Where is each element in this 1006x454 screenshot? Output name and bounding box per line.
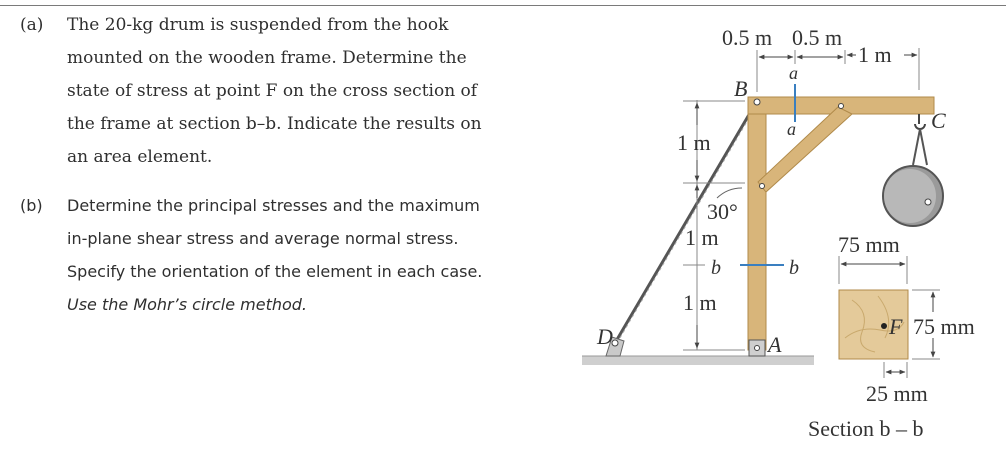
section-a-bottom-label: a [787, 119, 796, 139]
pin-a [755, 346, 760, 351]
dim-top-3-text: 1 m [858, 42, 892, 67]
section-height-text: 75 mm [913, 314, 975, 339]
hook [915, 114, 925, 129]
dim-left-1-text: 1 m [677, 130, 711, 155]
part-b-line-3: Specify the orientation of the element in each case. [67, 262, 483, 281]
angle-text: 30° [707, 199, 738, 224]
part-b-label: (b) [20, 196, 43, 215]
part-a-line-4: the frame at section b–b. Indicate the results on [67, 114, 482, 134]
part-a-line-3: state of stress at point F on the cross section of [67, 81, 478, 101]
part-a-line-5: an area element. [67, 147, 213, 167]
brace [758, 107, 852, 192]
drum-strap-2 [920, 129, 927, 165]
section-a-top-label: a [789, 63, 798, 83]
section-offset-text: 25 mm [866, 381, 928, 406]
label-c: C [931, 108, 946, 133]
label-a: A [768, 332, 782, 357]
anchor-d-pin [612, 340, 618, 346]
drum-plug [925, 199, 931, 205]
section-b-left-label: b [711, 257, 721, 279]
dim-left-2-text: 1 m [685, 225, 719, 250]
pin-b [754, 99, 760, 105]
section-width-text: 75 mm [838, 232, 900, 257]
part-a-label: (a) [20, 15, 44, 35]
part-b-method: Use the Mohr’s circle method. [67, 295, 308, 314]
label-b: B [734, 76, 748, 101]
pin-brace-bottom [760, 184, 765, 189]
dim-top-1-text: 0.5 m [722, 25, 773, 50]
section-b-right-label: b [789, 257, 799, 279]
pin-brace-top [839, 104, 844, 109]
ground [582, 356, 814, 365]
section-caption: Section b – b [808, 416, 924, 441]
dim-left-3-text: 1 m [683, 290, 717, 315]
dim-top-2-text: 0.5 m [792, 25, 843, 50]
drum-face [884, 169, 936, 223]
point-f-dot [881, 323, 887, 329]
drum-strap [913, 129, 920, 165]
part-a-line-1: The 20-kg drum is suspended from the hook [67, 15, 449, 35]
part-a-line-2: mounted on the wooden frame. Determine the [67, 48, 467, 68]
angle-arc [717, 188, 742, 198]
part-b-line-2: in-plane shear stress and average normal stress. [67, 229, 459, 248]
label-d: D [597, 324, 613, 349]
label-f: F [889, 314, 903, 339]
part-b-line-1: Determine the principal stresses and the maximum [67, 196, 480, 215]
post [748, 97, 766, 350]
